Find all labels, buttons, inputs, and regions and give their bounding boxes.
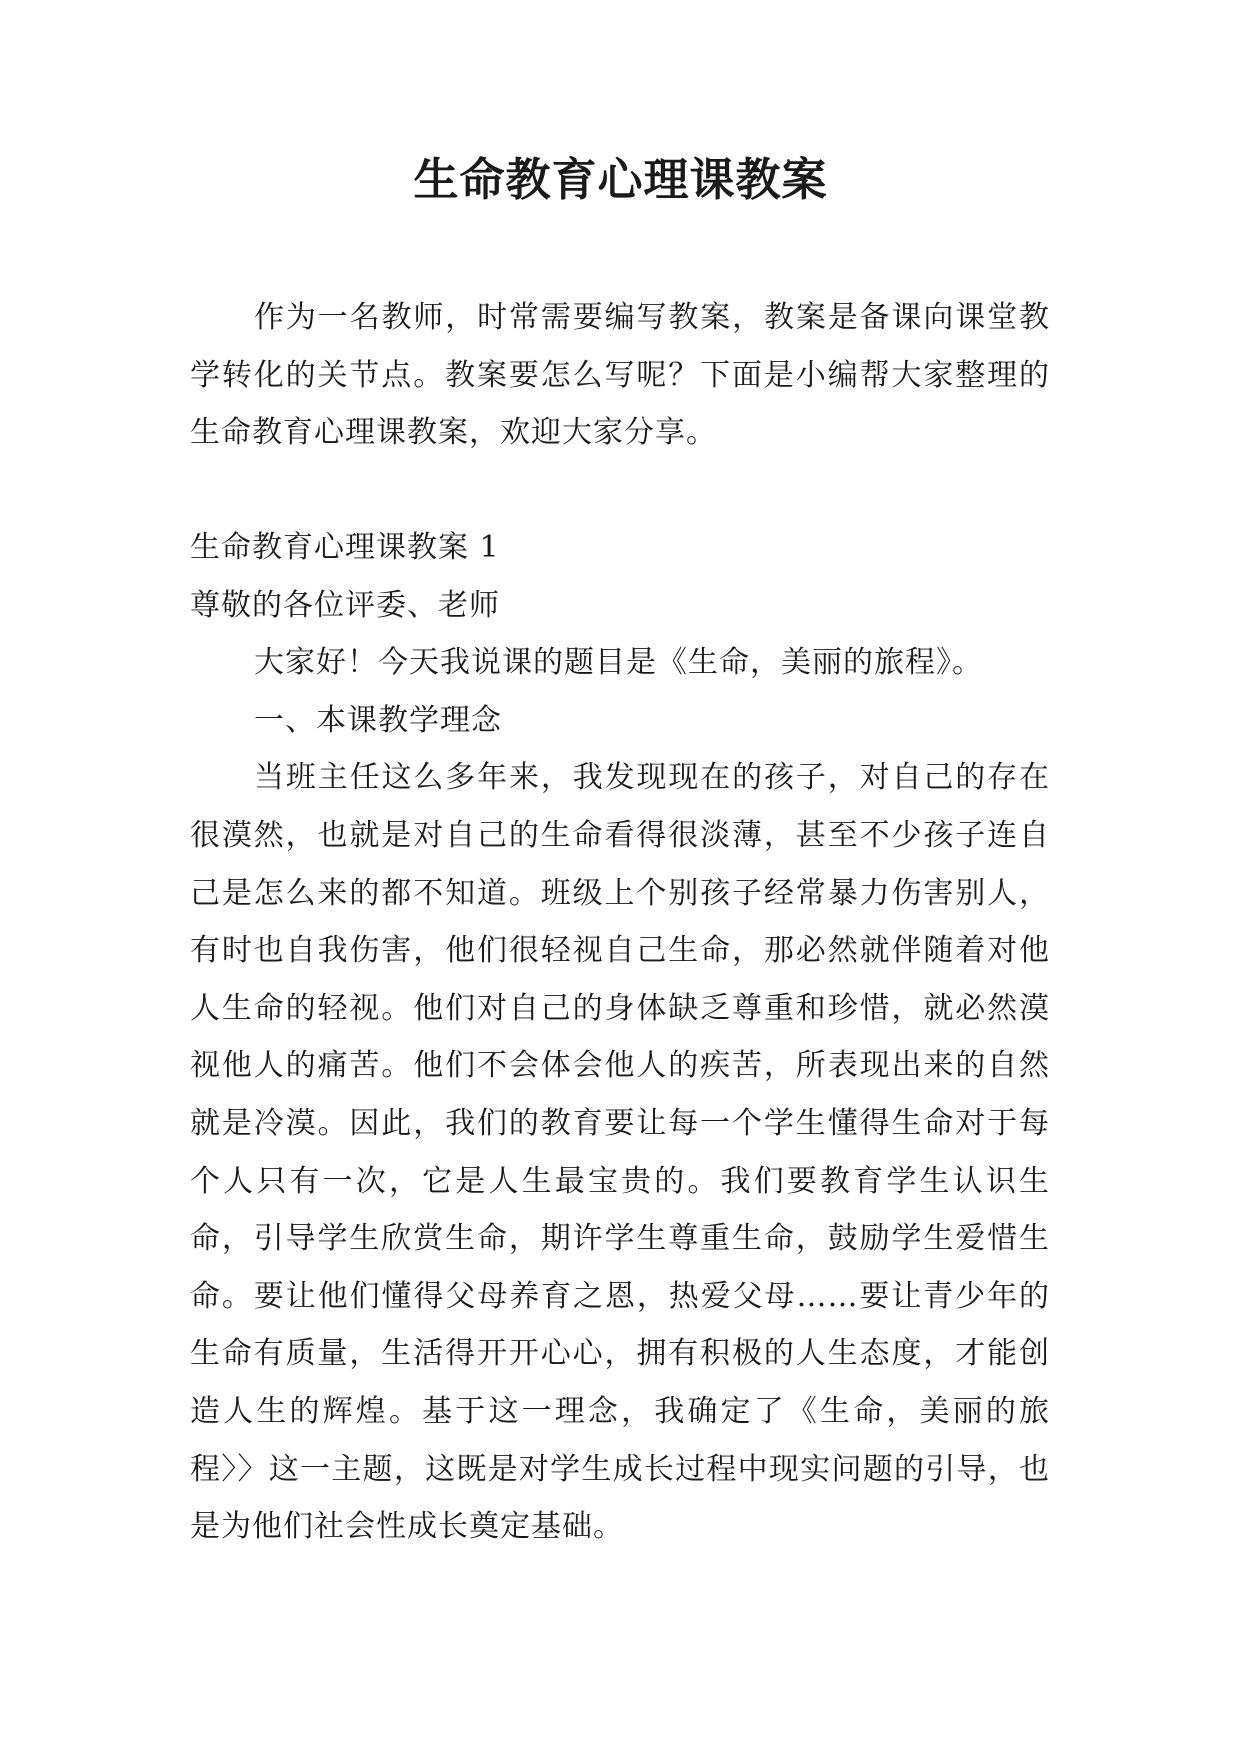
intro-paragraph: 作为一名教师，时常需要编写教案，教案是备课向课堂教学转化的关节点。教案要怎么写呢？下面是小编帮大家整理的生命教育心理课教案，欢迎大家分享。	[190, 300, 1050, 451]
greeting-paragraph: 大家好！今天我说课的题目是《生命，美丽的旅程》。	[254, 645, 983, 681]
main-content	[190, 519, 1050, 1556]
salutation: 尊敬的各位评委、老师	[190, 587, 500, 623]
document-title: 生命教育心理课教案	[413, 153, 828, 206]
section-heading: 生命教育心理课教案 1	[190, 530, 500, 565]
subheading: 一、本课教学理念	[254, 702, 502, 738]
body-paragraph: 当班主任这么多年来，我发现现在的孩子，对自己的存在很漠然，也就是对自己的生命看得很淡薄，甚至不少孩子连自己是怎么来的都不知道。班级上个别孩子经常暴力伤害别人，有时也自我伤害，他们很轻视自己生命，那必然就伴随着对他人生命的轻视。他们对自己的身体缺乏尊重和珍惜，就必然漠视他人的痛苦。他们不会体会他人的疾苦，所表现出来的自然就是冷漠。因此，我们的教育要让每一个学生懂得生命对于每个人只有一次，它是人生最宝贵的。我们要教育学生认识生命，引导学生欣赏生命，期许学生尊重生命，鼓励学生爱惜生命。要让他们懂得父母养育之恩，热爱父母……要让青少年的生命有质量，生活得开开心心，拥有积极的人生态度，才能创造人生的辉煌。基于这一理念，我确定了《生命，美丽的旅程〉〉这一主题，这既是对学生成长过程中现实问题的引导，也是为他们社会性成长奠定基础。	[190, 760, 1050, 1545]
intro-block	[190, 289, 1050, 462]
